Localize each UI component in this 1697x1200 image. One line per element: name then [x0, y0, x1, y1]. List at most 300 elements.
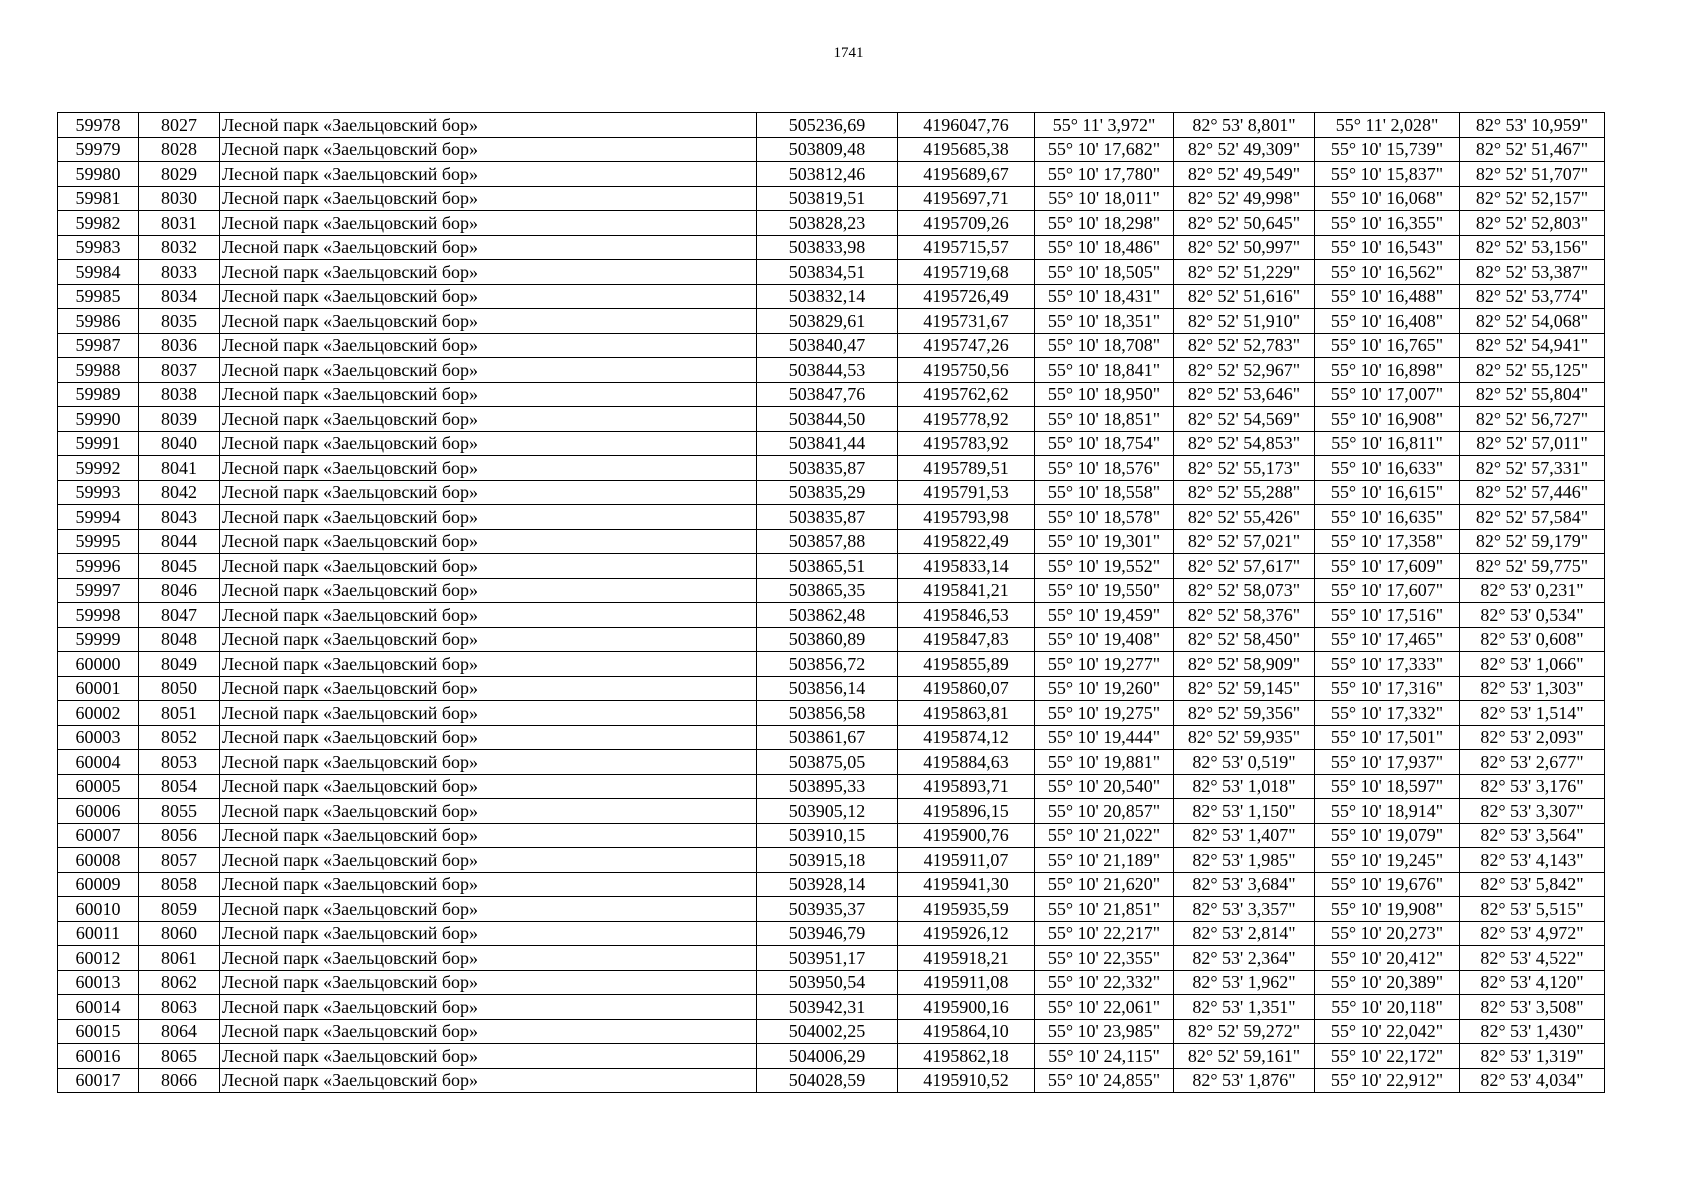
cell-row-number: 59997 — [58, 578, 139, 603]
cell-longitude-1: 82° 52' 50,645" — [1174, 211, 1315, 236]
cell-row-number: 60007 — [58, 823, 139, 848]
cell-latitude-1: 55° 10' 19,552" — [1035, 554, 1174, 579]
cell-latitude-2: 55° 10' 16,355" — [1315, 211, 1460, 236]
cell-latitude-2: 55° 10' 17,516" — [1315, 603, 1460, 628]
cell-row-number: 59999 — [58, 627, 139, 652]
cell-latitude-1: 55° 10' 18,841" — [1035, 358, 1174, 383]
cell-row-number: 59980 — [58, 162, 139, 187]
cell-longitude-2: 82° 53' 1,430" — [1460, 1019, 1605, 1044]
cell-latitude-1: 55° 10' 19,260" — [1035, 676, 1174, 701]
cell-latitude-1: 55° 10' 21,189" — [1035, 848, 1174, 873]
cell-row-number: 59982 — [58, 211, 139, 236]
cell-longitude-2: 82° 52' 53,156" — [1460, 235, 1605, 260]
cell-row-number: 59988 — [58, 358, 139, 383]
cell-longitude-1: 82° 52' 59,935" — [1174, 725, 1315, 750]
cell-latitude-2: 55° 10' 22,912" — [1315, 1068, 1460, 1093]
cell-latitude-2: 55° 10' 17,501" — [1315, 725, 1460, 750]
cell-coord-y: 4195893,71 — [898, 774, 1035, 799]
cell-coord-x: 503819,51 — [757, 186, 898, 211]
cell-point-number: 8061 — [139, 946, 220, 971]
cell-point-number: 8046 — [139, 578, 220, 603]
cell-coord-y: 4195860,07 — [898, 676, 1035, 701]
cell-coord-x: 503829,61 — [757, 309, 898, 334]
cell-point-number: 8059 — [139, 897, 220, 922]
cell-row-number: 59983 — [58, 235, 139, 260]
table-row — [58, 284, 1605, 309]
cell-object-name: Лесной парк «Заельцовский бор» — [220, 382, 757, 407]
cell-latitude-1: 55° 10' 24,115" — [1035, 1044, 1174, 1069]
cell-row-number: 59985 — [58, 284, 139, 309]
cell-object-name: Лесной парк «Заельцовский бор» — [220, 750, 757, 775]
cell-latitude-2: 55° 10' 16,408" — [1315, 309, 1460, 334]
cell-longitude-1: 82° 52' 57,021" — [1174, 529, 1315, 554]
cell-coord-x: 503905,12 — [757, 799, 898, 824]
cell-latitude-2: 55° 10' 16,068" — [1315, 186, 1460, 211]
cell-longitude-2: 82° 53' 0,534" — [1460, 603, 1605, 628]
cell-longitude-2: 82° 52' 56,727" — [1460, 407, 1605, 432]
cell-point-number: 8049 — [139, 652, 220, 677]
cell-latitude-1: 55° 10' 22,061" — [1035, 995, 1174, 1020]
cell-latitude-1: 55° 10' 19,459" — [1035, 603, 1174, 628]
cell-object-name: Лесной парк «Заельцовский бор» — [220, 431, 757, 456]
cell-row-number: 59992 — [58, 456, 139, 481]
cell-longitude-1: 82° 52' 54,569" — [1174, 407, 1315, 432]
cell-longitude-1: 82° 53' 3,684" — [1174, 872, 1315, 897]
cell-object-name: Лесной парк «Заельцовский бор» — [220, 554, 757, 579]
table-row — [58, 1068, 1605, 1093]
cell-latitude-2: 55° 10' 17,007" — [1315, 382, 1460, 407]
cell-point-number: 8028 — [139, 137, 220, 162]
cell-latitude-1: 55° 10' 19,444" — [1035, 725, 1174, 750]
cell-point-number: 8039 — [139, 407, 220, 432]
table-row — [58, 848, 1605, 873]
table-row — [58, 260, 1605, 285]
cell-coord-x: 503915,18 — [757, 848, 898, 873]
cell-object-name: Лесной парк «Заельцовский бор» — [220, 407, 757, 432]
cell-longitude-2: 82° 52' 55,804" — [1460, 382, 1605, 407]
cell-latitude-2: 55° 10' 20,412" — [1315, 946, 1460, 971]
cell-object-name: Лесной парк «Заельцовский бор» — [220, 774, 757, 799]
cell-point-number: 8054 — [139, 774, 220, 799]
cell-coord-x: 503828,23 — [757, 211, 898, 236]
cell-longitude-1: 82° 52' 58,909" — [1174, 652, 1315, 677]
cell-row-number: 59998 — [58, 603, 139, 628]
cell-row-number: 60001 — [58, 676, 139, 701]
cell-object-name: Лесной парк «Заельцовский бор» — [220, 456, 757, 481]
cell-coord-x: 503857,88 — [757, 529, 898, 554]
cell-latitude-2: 55° 10' 16,615" — [1315, 480, 1460, 505]
cell-row-number: 59984 — [58, 260, 139, 285]
cell-longitude-1: 82° 53' 8,801" — [1174, 113, 1315, 138]
cell-coord-x: 503910,15 — [757, 823, 898, 848]
table-row — [58, 627, 1605, 652]
cell-longitude-1: 82° 53' 2,814" — [1174, 921, 1315, 946]
cell-coord-x: 503833,98 — [757, 235, 898, 260]
cell-longitude-2: 82° 52' 54,941" — [1460, 333, 1605, 358]
cell-latitude-2: 55° 10' 15,837" — [1315, 162, 1460, 187]
cell-coord-y: 4195926,12 — [898, 921, 1035, 946]
table-row — [58, 701, 1605, 726]
cell-longitude-1: 82° 53' 1,876" — [1174, 1068, 1315, 1093]
cell-latitude-1: 55° 10' 18,950" — [1035, 382, 1174, 407]
cell-row-number: 60016 — [58, 1044, 139, 1069]
cell-latitude-2: 55° 10' 17,358" — [1315, 529, 1460, 554]
cell-point-number: 8050 — [139, 676, 220, 701]
cell-longitude-2: 82° 52' 59,179" — [1460, 529, 1605, 554]
cell-longitude-2: 82° 53' 0,608" — [1460, 627, 1605, 652]
cell-point-number: 8036 — [139, 333, 220, 358]
cell-object-name: Лесной парк «Заельцовский бор» — [220, 1044, 757, 1069]
cell-coord-y: 4195935,59 — [898, 897, 1035, 922]
cell-object-name: Лесной парк «Заельцовский бор» — [220, 358, 757, 383]
cell-coord-y: 4195911,08 — [898, 970, 1035, 995]
cell-object-name: Лесной парк «Заельцовский бор» — [220, 505, 757, 530]
cell-object-name: Лесной парк «Заельцовский бор» — [220, 211, 757, 236]
table-row — [58, 113, 1605, 138]
table-row — [58, 970, 1605, 995]
cell-object-name: Лесной парк «Заельцовский бор» — [220, 627, 757, 652]
cell-coord-x: 503928,14 — [757, 872, 898, 897]
cell-point-number: 8027 — [139, 113, 220, 138]
cell-longitude-2: 82° 52' 51,707" — [1460, 162, 1605, 187]
cell-coord-y: 4195685,38 — [898, 137, 1035, 162]
table-row — [58, 799, 1605, 824]
cell-longitude-2: 82° 52' 51,467" — [1460, 137, 1605, 162]
cell-longitude-1: 82° 53' 3,357" — [1174, 897, 1315, 922]
cell-object-name: Лесной парк «Заельцовский бор» — [220, 872, 757, 897]
cell-longitude-1: 82° 53' 1,407" — [1174, 823, 1315, 848]
cell-object-name: Лесной парк «Заельцовский бор» — [220, 235, 757, 260]
cell-point-number: 8065 — [139, 1044, 220, 1069]
coordinates-table — [57, 112, 1605, 1093]
cell-latitude-2: 55° 10' 20,273" — [1315, 921, 1460, 946]
cell-object-name: Лесной парк «Заельцовский бор» — [220, 113, 757, 138]
cell-row-number: 59991 — [58, 431, 139, 456]
cell-row-number: 59995 — [58, 529, 139, 554]
cell-coord-x: 503860,89 — [757, 627, 898, 652]
cell-coord-x: 503875,05 — [757, 750, 898, 775]
table-row — [58, 529, 1605, 554]
cell-latitude-2: 55° 10' 19,079" — [1315, 823, 1460, 848]
cell-longitude-1: 82° 52' 55,288" — [1174, 480, 1315, 505]
cell-point-number: 8043 — [139, 505, 220, 530]
cell-longitude-2: 82° 52' 53,774" — [1460, 284, 1605, 309]
cell-row-number: 59994 — [58, 505, 139, 530]
cell-coord-y: 4195900,16 — [898, 995, 1035, 1020]
cell-latitude-2: 55° 10' 17,609" — [1315, 554, 1460, 579]
cell-latitude-1: 55° 10' 18,431" — [1035, 284, 1174, 309]
cell-row-number: 59996 — [58, 554, 139, 579]
cell-row-number: 59978 — [58, 113, 139, 138]
cell-coord-x: 503856,14 — [757, 676, 898, 701]
cell-latitude-2: 55° 10' 16,562" — [1315, 260, 1460, 285]
cell-coord-x: 503841,44 — [757, 431, 898, 456]
cell-coord-y: 4195689,67 — [898, 162, 1035, 187]
cell-latitude-1: 55° 10' 18,851" — [1035, 407, 1174, 432]
cell-longitude-1: 82° 52' 49,998" — [1174, 186, 1315, 211]
cell-longitude-2: 82° 53' 1,303" — [1460, 676, 1605, 701]
cell-longitude-2: 82° 53' 1,066" — [1460, 652, 1605, 677]
cell-longitude-1: 82° 53' 1,150" — [1174, 799, 1315, 824]
cell-object-name: Лесной парк «Заельцовский бор» — [220, 333, 757, 358]
cell-point-number: 8031 — [139, 211, 220, 236]
cell-longitude-2: 82° 53' 4,034" — [1460, 1068, 1605, 1093]
cell-longitude-1: 82° 52' 54,853" — [1174, 431, 1315, 456]
cell-latitude-2: 55° 10' 17,333" — [1315, 652, 1460, 677]
cell-latitude-1: 55° 10' 19,408" — [1035, 627, 1174, 652]
cell-object-name: Лесной парк «Заельцовский бор» — [220, 823, 757, 848]
cell-object-name: Лесной парк «Заельцовский бор» — [220, 970, 757, 995]
cell-object-name: Лесной парк «Заельцовский бор» — [220, 186, 757, 211]
cell-latitude-2: 55° 10' 16,543" — [1315, 235, 1460, 260]
cell-coord-x: 503835,29 — [757, 480, 898, 505]
cell-coord-x: 504006,29 — [757, 1044, 898, 1069]
cell-coord-x: 504002,25 — [757, 1019, 898, 1044]
cell-row-number: 60009 — [58, 872, 139, 897]
cell-longitude-2: 82° 52' 57,011" — [1460, 431, 1605, 456]
cell-latitude-1: 55° 10' 23,985" — [1035, 1019, 1174, 1044]
cell-object-name: Лесной парк «Заельцовский бор» — [220, 701, 757, 726]
table-row — [58, 358, 1605, 383]
cell-coord-x: 503835,87 — [757, 505, 898, 530]
table-row — [58, 162, 1605, 187]
cell-longitude-2: 82° 52' 57,584" — [1460, 505, 1605, 530]
cell-row-number: 60003 — [58, 725, 139, 750]
table-row — [58, 309, 1605, 334]
cell-coord-x: 503844,53 — [757, 358, 898, 383]
cell-point-number: 8047 — [139, 603, 220, 628]
cell-latitude-2: 55° 10' 22,042" — [1315, 1019, 1460, 1044]
cell-coord-y: 4195719,68 — [898, 260, 1035, 285]
cell-point-number: 8030 — [139, 186, 220, 211]
cell-coord-y: 4195855,89 — [898, 652, 1035, 677]
table-row — [58, 921, 1605, 946]
cell-longitude-2: 82° 53' 0,231" — [1460, 578, 1605, 603]
cell-latitude-2: 55° 10' 16,488" — [1315, 284, 1460, 309]
cell-longitude-1: 82° 52' 58,450" — [1174, 627, 1315, 652]
cell-point-number: 8032 — [139, 235, 220, 260]
cell-row-number: 60014 — [58, 995, 139, 1020]
cell-longitude-2: 82° 53' 4,522" — [1460, 946, 1605, 971]
cell-point-number: 8042 — [139, 480, 220, 505]
cell-point-number: 8037 — [139, 358, 220, 383]
cell-coord-y: 4195900,76 — [898, 823, 1035, 848]
cell-row-number: 60015 — [58, 1019, 139, 1044]
cell-latitude-1: 55° 10' 22,332" — [1035, 970, 1174, 995]
table-row — [58, 603, 1605, 628]
cell-longitude-2: 82° 53' 4,972" — [1460, 921, 1605, 946]
cell-coord-x: 503809,48 — [757, 137, 898, 162]
table-row — [58, 431, 1605, 456]
cell-point-number: 8063 — [139, 995, 220, 1020]
cell-row-number: 59979 — [58, 137, 139, 162]
table-row — [58, 774, 1605, 799]
cell-point-number: 8064 — [139, 1019, 220, 1044]
cell-coord-y: 4195863,81 — [898, 701, 1035, 726]
cell-row-number: 60008 — [58, 848, 139, 873]
cell-object-name: Лесной парк «Заельцовский бор» — [220, 652, 757, 677]
cell-point-number: 8060 — [139, 921, 220, 946]
cell-point-number: 8033 — [139, 260, 220, 285]
page-number: 1741 — [833, 45, 864, 61]
cell-object-name: Лесной парк «Заельцовский бор» — [220, 897, 757, 922]
cell-latitude-2: 55° 10' 16,633" — [1315, 456, 1460, 481]
cell-point-number: 8035 — [139, 309, 220, 334]
table-row — [58, 725, 1605, 750]
cell-object-name: Лесной парк «Заельцовский бор» — [220, 676, 757, 701]
cell-row-number: 59989 — [58, 382, 139, 407]
cell-longitude-2: 82° 52' 57,446" — [1460, 480, 1605, 505]
cell-point-number: 8055 — [139, 799, 220, 824]
cell-longitude-2: 82° 53' 3,307" — [1460, 799, 1605, 824]
cell-longitude-1: 82° 52' 59,272" — [1174, 1019, 1315, 1044]
cell-longitude-2: 82° 53' 5,842" — [1460, 872, 1605, 897]
cell-latitude-1: 55° 10' 21,851" — [1035, 897, 1174, 922]
cell-coord-x: 503862,48 — [757, 603, 898, 628]
cell-latitude-2: 55° 10' 16,635" — [1315, 505, 1460, 530]
cell-coord-x: 503835,87 — [757, 456, 898, 481]
cell-latitude-2: 55° 10' 17,332" — [1315, 701, 1460, 726]
cell-longitude-1: 82° 52' 51,229" — [1174, 260, 1315, 285]
cell-object-name: Лесной парк «Заельцовский бор» — [220, 848, 757, 873]
cell-longitude-1: 82° 52' 51,910" — [1174, 309, 1315, 334]
cell-longitude-2: 82° 53' 3,564" — [1460, 823, 1605, 848]
cell-longitude-2: 82° 52' 59,775" — [1460, 554, 1605, 579]
table-row — [58, 211, 1605, 236]
cell-latitude-1: 55° 10' 18,576" — [1035, 456, 1174, 481]
cell-coord-x: 503951,17 — [757, 946, 898, 971]
cell-coord-y: 4195747,26 — [898, 333, 1035, 358]
cell-latitude-1: 55° 10' 18,486" — [1035, 235, 1174, 260]
cell-object-name: Лесной парк «Заельцовский бор» — [220, 1068, 757, 1093]
cell-latitude-2: 55° 10' 22,172" — [1315, 1044, 1460, 1069]
cell-row-number: 60013 — [58, 970, 139, 995]
cell-coord-x: 503865,51 — [757, 554, 898, 579]
cell-point-number: 8038 — [139, 382, 220, 407]
cell-point-number: 8058 — [139, 872, 220, 897]
cell-longitude-1: 82° 52' 59,145" — [1174, 676, 1315, 701]
cell-longitude-1: 82° 53' 0,519" — [1174, 750, 1315, 775]
cell-object-name: Лесной парк «Заельцовский бор» — [220, 921, 757, 946]
cell-latitude-1: 55° 10' 18,754" — [1035, 431, 1174, 456]
cell-row-number: 59986 — [58, 309, 139, 334]
cell-longitude-1: 82° 52' 55,173" — [1174, 456, 1315, 481]
cell-coord-y: 4195789,51 — [898, 456, 1035, 481]
cell-row-number: 60005 — [58, 774, 139, 799]
table-row — [58, 872, 1605, 897]
cell-longitude-2: 82° 53' 2,677" — [1460, 750, 1605, 775]
cell-latitude-1: 55° 10' 19,277" — [1035, 652, 1174, 677]
table-body — [58, 113, 1605, 1093]
cell-longitude-2: 82° 52' 52,803" — [1460, 211, 1605, 236]
cell-latitude-2: 55° 10' 19,676" — [1315, 872, 1460, 897]
table-row — [58, 137, 1605, 162]
cell-coord-x: 503856,58 — [757, 701, 898, 726]
cell-latitude-2: 55° 10' 20,389" — [1315, 970, 1460, 995]
cell-point-number: 8048 — [139, 627, 220, 652]
cell-latitude-2: 55° 11' 2,028" — [1315, 113, 1460, 138]
cell-latitude-2: 55° 10' 17,937" — [1315, 750, 1460, 775]
cell-coord-x: 503856,72 — [757, 652, 898, 677]
table-row — [58, 480, 1605, 505]
cell-latitude-1: 55° 10' 18,011" — [1035, 186, 1174, 211]
cell-longitude-2: 82° 53' 3,176" — [1460, 774, 1605, 799]
table-row — [58, 897, 1605, 922]
cell-longitude-2: 82° 53' 3,508" — [1460, 995, 1605, 1020]
cell-coord-x: 503847,76 — [757, 382, 898, 407]
cell-longitude-2: 82° 53' 1,319" — [1460, 1044, 1605, 1069]
cell-longitude-1: 82° 52' 58,376" — [1174, 603, 1315, 628]
cell-latitude-1: 55° 10' 18,298" — [1035, 211, 1174, 236]
cell-longitude-1: 82° 53' 2,364" — [1174, 946, 1315, 971]
cell-point-number: 8053 — [139, 750, 220, 775]
cell-latitude-1: 55° 10' 18,505" — [1035, 260, 1174, 285]
cell-coord-x: 503834,51 — [757, 260, 898, 285]
cell-latitude-2: 55° 10' 18,914" — [1315, 799, 1460, 824]
cell-object-name: Лесной парк «Заельцовский бор» — [220, 799, 757, 824]
cell-latitude-2: 55° 10' 17,465" — [1315, 627, 1460, 652]
cell-coord-y: 4195864,10 — [898, 1019, 1035, 1044]
cell-row-number: 60000 — [58, 652, 139, 677]
cell-coord-x: 505236,69 — [757, 113, 898, 138]
cell-longitude-1: 82° 53' 1,018" — [1174, 774, 1315, 799]
cell-latitude-2: 55° 10' 19,245" — [1315, 848, 1460, 873]
cell-longitude-2: 82° 52' 53,387" — [1460, 260, 1605, 285]
cell-longitude-1: 82° 53' 1,351" — [1174, 995, 1315, 1020]
table-row — [58, 554, 1605, 579]
cell-coord-y: 4195793,98 — [898, 505, 1035, 530]
cell-longitude-1: 82° 52' 57,617" — [1174, 554, 1315, 579]
cell-coord-x: 504028,59 — [757, 1068, 898, 1093]
cell-coord-y: 4195726,49 — [898, 284, 1035, 309]
cell-row-number: 60010 — [58, 897, 139, 922]
cell-point-number: 8044 — [139, 529, 220, 554]
cell-row-number: 60011 — [58, 921, 139, 946]
cell-object-name: Лесной парк «Заельцовский бор» — [220, 260, 757, 285]
cell-row-number: 60012 — [58, 946, 139, 971]
cell-coord-x: 503946,79 — [757, 921, 898, 946]
cell-row-number: 60006 — [58, 799, 139, 824]
cell-latitude-1: 55° 10' 19,275" — [1035, 701, 1174, 726]
cell-coord-x: 503812,46 — [757, 162, 898, 187]
cell-longitude-1: 82° 53' 1,962" — [1174, 970, 1315, 995]
cell-point-number: 8052 — [139, 725, 220, 750]
cell-latitude-1: 55° 10' 18,351" — [1035, 309, 1174, 334]
cell-object-name: Лесной парк «Заельцовский бор» — [220, 162, 757, 187]
cell-row-number: 59981 — [58, 186, 139, 211]
table-row — [58, 333, 1605, 358]
cell-latitude-1: 55° 10' 21,022" — [1035, 823, 1174, 848]
table-row — [58, 1019, 1605, 1044]
cell-coord-y: 4195709,26 — [898, 211, 1035, 236]
cell-longitude-1: 82° 52' 52,967" — [1174, 358, 1315, 383]
cell-latitude-1: 55° 10' 19,301" — [1035, 529, 1174, 554]
table-row — [58, 186, 1605, 211]
cell-object-name: Лесной парк «Заельцовский бор» — [220, 480, 757, 505]
cell-object-name: Лесной парк «Заельцовский бор» — [220, 1019, 757, 1044]
cell-latitude-1: 55° 11' 3,972" — [1035, 113, 1174, 138]
table-row — [58, 382, 1605, 407]
table-row — [58, 456, 1605, 481]
cell-point-number: 8051 — [139, 701, 220, 726]
cell-point-number: 8062 — [139, 970, 220, 995]
cell-coord-x: 503950,54 — [757, 970, 898, 995]
cell-latitude-1: 55° 10' 18,558" — [1035, 480, 1174, 505]
cell-object-name: Лесной парк «Заельцовский бор» — [220, 529, 757, 554]
cell-longitude-2: 82° 53' 2,093" — [1460, 725, 1605, 750]
cell-row-number: 60004 — [58, 750, 139, 775]
cell-coord-x: 503840,47 — [757, 333, 898, 358]
